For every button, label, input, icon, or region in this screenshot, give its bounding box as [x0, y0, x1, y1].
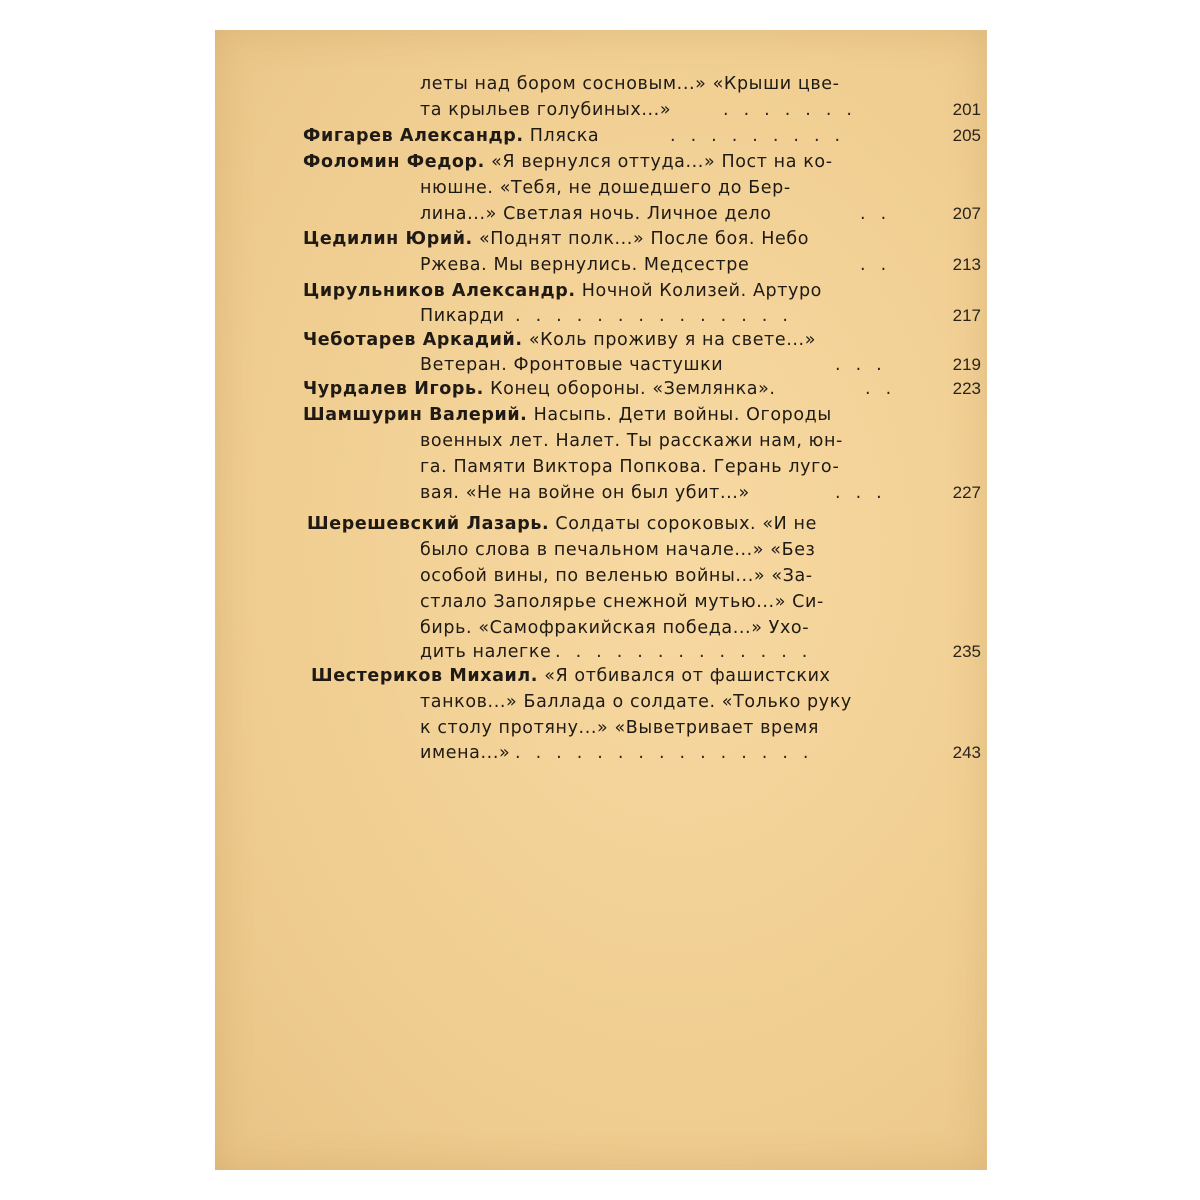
- toc-line: [215, 278, 987, 304]
- leader-dots: .........: [670, 126, 856, 146]
- toc-line: [215, 226, 987, 252]
- page-number: 207: [952, 204, 981, 223]
- entry-text: га. Памяти Виктора Попкова. Герань лугo-: [420, 457, 840, 477]
- toc-line: [215, 740, 987, 766]
- entry-text: Ветеран. Фронтовые частушки: [420, 355, 724, 375]
- entry-text: дить налегке: [420, 642, 552, 662]
- toc-line: [215, 252, 987, 278]
- entry-text: особой вины, по веленью войны...» «За-: [420, 566, 813, 586]
- leader-dots: ..: [865, 379, 907, 399]
- toc-line: [215, 97, 987, 123]
- author-name: Фигарев Александр.: [303, 126, 524, 146]
- author-name: Шестериков Михаил.: [311, 666, 539, 686]
- entry-text: танков...» Баллада о солдате. «Только руку: [420, 692, 852, 712]
- toc-line: [215, 480, 987, 506]
- leader-dots: ...: [835, 355, 897, 375]
- page-number: 219: [952, 355, 981, 374]
- toc-line: [215, 615, 987, 641]
- toc-line: [215, 715, 987, 741]
- toc-line: [215, 428, 987, 454]
- entry-text: «Коль проживу я на свете...»: [528, 330, 817, 350]
- toc-line: [215, 175, 987, 201]
- toc-line: [215, 639, 987, 665]
- entry-text: та крыльев голубиных...»: [420, 100, 672, 120]
- page-number: 223: [952, 379, 981, 398]
- toc-line: [215, 123, 987, 149]
- page-number: 201: [952, 100, 981, 119]
- entry-text: Пляска: [529, 126, 600, 146]
- entry-text: вая. «Не на войне он был убит...»: [420, 483, 750, 503]
- entry-text: было слова в печальном начале...» «Без: [420, 540, 816, 560]
- entry-text: Солдаты сороковых. «И не: [555, 514, 817, 534]
- entry-text: имена...»: [420, 743, 511, 763]
- author-name: Шамшурин Валерий.: [303, 405, 528, 425]
- entry-text: стлало Заполярье снежной мутью...» Си-: [420, 592, 824, 612]
- author-name: Шерешевский Лазарь.: [307, 514, 550, 534]
- leader-dots: .............: [555, 642, 823, 662]
- leader-dots: ..: [860, 204, 902, 224]
- toc-line: [215, 149, 987, 175]
- author-name: Цедилин Юрий.: [303, 229, 473, 249]
- toc-line: [215, 454, 987, 480]
- entry-text: «Поднят полк...» После боя. Небо: [478, 229, 810, 249]
- toc-line: [215, 71, 987, 97]
- toc-line: [215, 303, 987, 329]
- page-number: 227: [952, 483, 981, 502]
- toc-line: [215, 537, 987, 563]
- entry-text: «Я отбивался от фашистских: [544, 666, 831, 686]
- page-number: 235: [952, 642, 981, 661]
- entry-text: к столу протяну...» «Выветривает время: [420, 718, 820, 738]
- toc-line: [215, 511, 987, 537]
- toc-line: [215, 327, 987, 353]
- author-name: Чеботарев Аркадий.: [303, 330, 523, 350]
- toc-line: [215, 589, 987, 615]
- author-name: Фоломин Федор.: [303, 152, 485, 172]
- entry-text: Ночной Колизей. Артуро: [581, 281, 822, 301]
- toc-line: [215, 689, 987, 715]
- entry-text: леты над бором сосновым...» «Крыши цве-: [420, 74, 840, 94]
- leader-dots: ..: [860, 255, 902, 275]
- page-number: 243: [952, 743, 981, 762]
- toc-line: [215, 201, 987, 227]
- leader-dots: .......: [723, 100, 867, 120]
- entry-text: Насыпь. Дети войны. Огороды: [533, 405, 832, 425]
- entry-text: Пикарди: [420, 306, 505, 326]
- author-name: Цирульников Александр.: [303, 281, 576, 301]
- toc-line: [215, 663, 987, 689]
- entry-text: «Я вернулся оттуда...» Пост на ко-: [491, 152, 833, 172]
- toc-line: [215, 352, 987, 378]
- entry-text: нюшне. «Тебя, не дошедшего до Бер-: [420, 178, 791, 198]
- toc-line: [215, 402, 987, 428]
- author-name: Чурдалев Игорь.: [303, 379, 484, 399]
- entry-text: военных лет. Налет. Ты расскажи нам, юн-: [420, 431, 843, 451]
- leader-dots: ...............: [515, 743, 824, 763]
- page-number: 213: [952, 255, 981, 274]
- toc-line: [215, 563, 987, 589]
- entry-text: Конец обороны. «Землянка».: [490, 379, 776, 399]
- leader-dots: ..............: [515, 306, 803, 326]
- leader-dots: ...: [835, 483, 897, 503]
- entry-text: Ржева. Мы вернулись. Медсестре: [420, 255, 750, 275]
- page-number: 205: [952, 126, 981, 145]
- entry-text: лина...» Светлая ночь. Личное дело: [420, 204, 772, 224]
- page-number: 217: [952, 306, 981, 325]
- toc-line: [215, 376, 987, 402]
- book-page: [215, 30, 987, 1170]
- entry-text: бирь. «Самофракийская победа...» Ухо-: [420, 618, 810, 638]
